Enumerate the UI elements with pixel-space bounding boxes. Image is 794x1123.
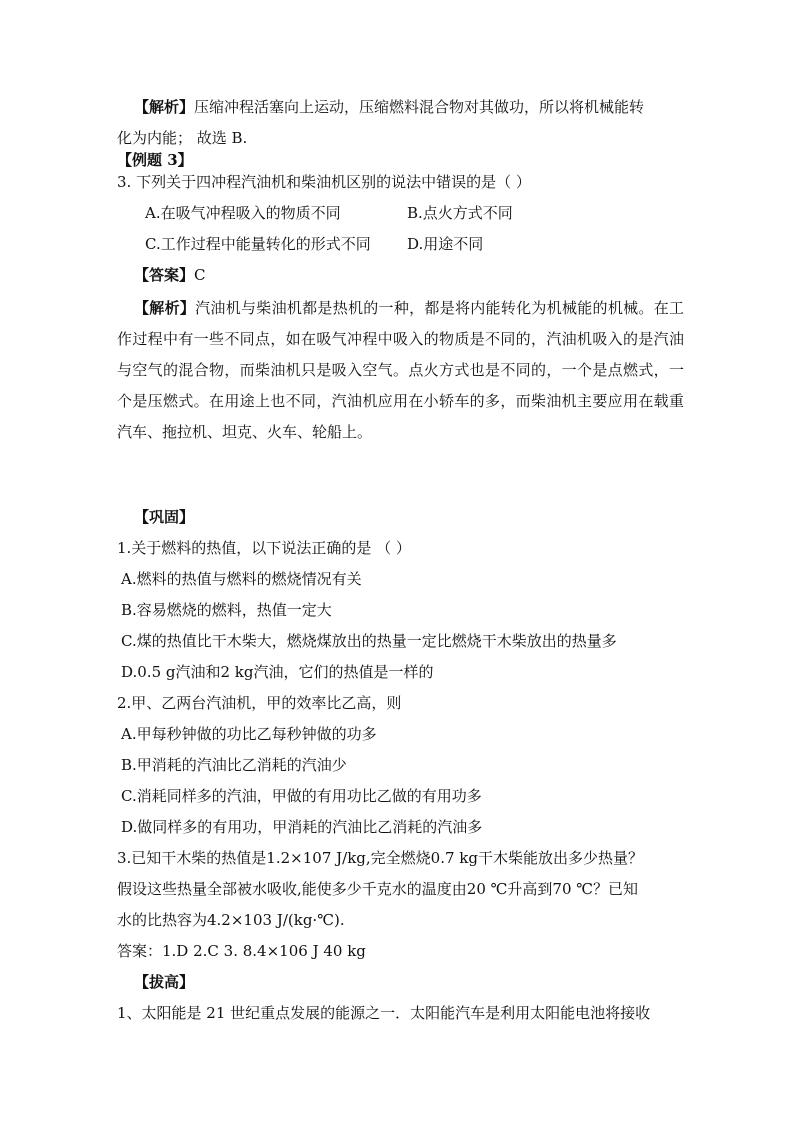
example3-question: 3. 下列关于四冲程汽油机和柴油机区别的说法中错误的是（ ）	[117, 173, 531, 191]
advance-header: 【拔高】	[134, 973, 195, 991]
example3-options-row2	[117, 233, 687, 264]
example2-analysis-line2: 化为内能； 故选 B.	[117, 129, 248, 147]
example3-analysis	[117, 293, 684, 448]
example3-header: 【例题 3】	[117, 151, 193, 169]
analysis-label: 【解析】	[134, 299, 196, 317]
example3-answer	[117, 264, 687, 293]
analysis-text: 汽油机与柴油机都是热机的一种，都是将内能转化为机械能的机械。在工作过程中有一些不同点，如在吸气冲程中吸入的物质是不同的，汽油机吸入的是汽油与空气的混合物，而柴油机只是吸入空气。点火方式也是不同的，一个是点燃式，一个是压燃式。在用途上也不同，汽油机应用在小轿车的多，而柴油机主要应用在载重汽车、拖拉机、坦克、火车、轮船上。	[117, 299, 684, 441]
consolidate-header: 【巩固】	[134, 508, 195, 526]
q1-option-d: D.0.5 g汽油和2 kg汽油，它们的热值是一样的	[121, 663, 434, 681]
q3-line2: 假设这些热量全部被水吸收,能使多少千克水的温度由20 ℃升高到70 ℃？已知	[117, 880, 639, 898]
option-b: B.点火方式不同	[407, 204, 513, 222]
q1-option-a: A.燃料的热值与燃料的燃烧情况有关	[121, 570, 362, 588]
q2-option-d: D.做同样多的有用功，甲消耗的汽油比乙消耗的汽油多	[121, 818, 483, 836]
section-gap	[117, 448, 687, 506]
example2-analysis-line1	[117, 96, 687, 127]
advance-q1-line1: 1、太阳能是 21 世纪重点发展的能源之一．太阳能汽车是利用太阳能电池将接收	[117, 1004, 651, 1022]
q2-stem: 2.甲、乙两台汽油机，甲的效率比乙高，则	[117, 694, 402, 712]
q1-stem: 1.关于燃料的热值，以下说法正确的是 （ ）	[117, 539, 411, 557]
q2-option-c: C.消耗同样多的汽油，甲做的有用功比乙做的有用功多	[121, 787, 482, 805]
document-page	[117, 96, 687, 1033]
analysis-label: 【解析】	[134, 98, 195, 116]
answer-label: 【答案】	[134, 266, 195, 284]
answer-key: 答案：1.D 2.C 3. 8.4×106 J 40 kg	[117, 942, 366, 960]
option-a: A.在吸气冲程吸入的物质不同	[145, 204, 341, 222]
option-c: C.工作过程中能量转化的形式不同	[145, 235, 371, 253]
q2-option-b: B.甲消耗的汽油比乙消耗的汽油少	[121, 756, 347, 774]
analysis-text: 压缩冲程活塞向上运动，压缩燃料混合物对其做功，所以将机械能转	[194, 98, 645, 116]
q1-option-b: B.容易燃烧的燃料，热值一定大	[121, 601, 332, 619]
answer-value: C	[194, 266, 206, 284]
q3-line3: 水的比热容为4.2×103 J/(kg·℃).	[117, 911, 345, 929]
example3-options-row1	[117, 202, 687, 233]
q2-option-a: A.甲每秒钟做的功比乙每秒钟做的功多	[121, 725, 377, 743]
option-d: D.用途不同	[407, 235, 484, 253]
q1-option-c: C.煤的热值比干木柴大，燃烧煤放出的热量一定比燃烧干木柴放出的热量多	[121, 632, 617, 650]
q3-line1: 3.已知干木柴的热值是1.2×107 J/kg,完全燃烧0.7 kg干木柴能放出多少热量？	[117, 849, 643, 867]
